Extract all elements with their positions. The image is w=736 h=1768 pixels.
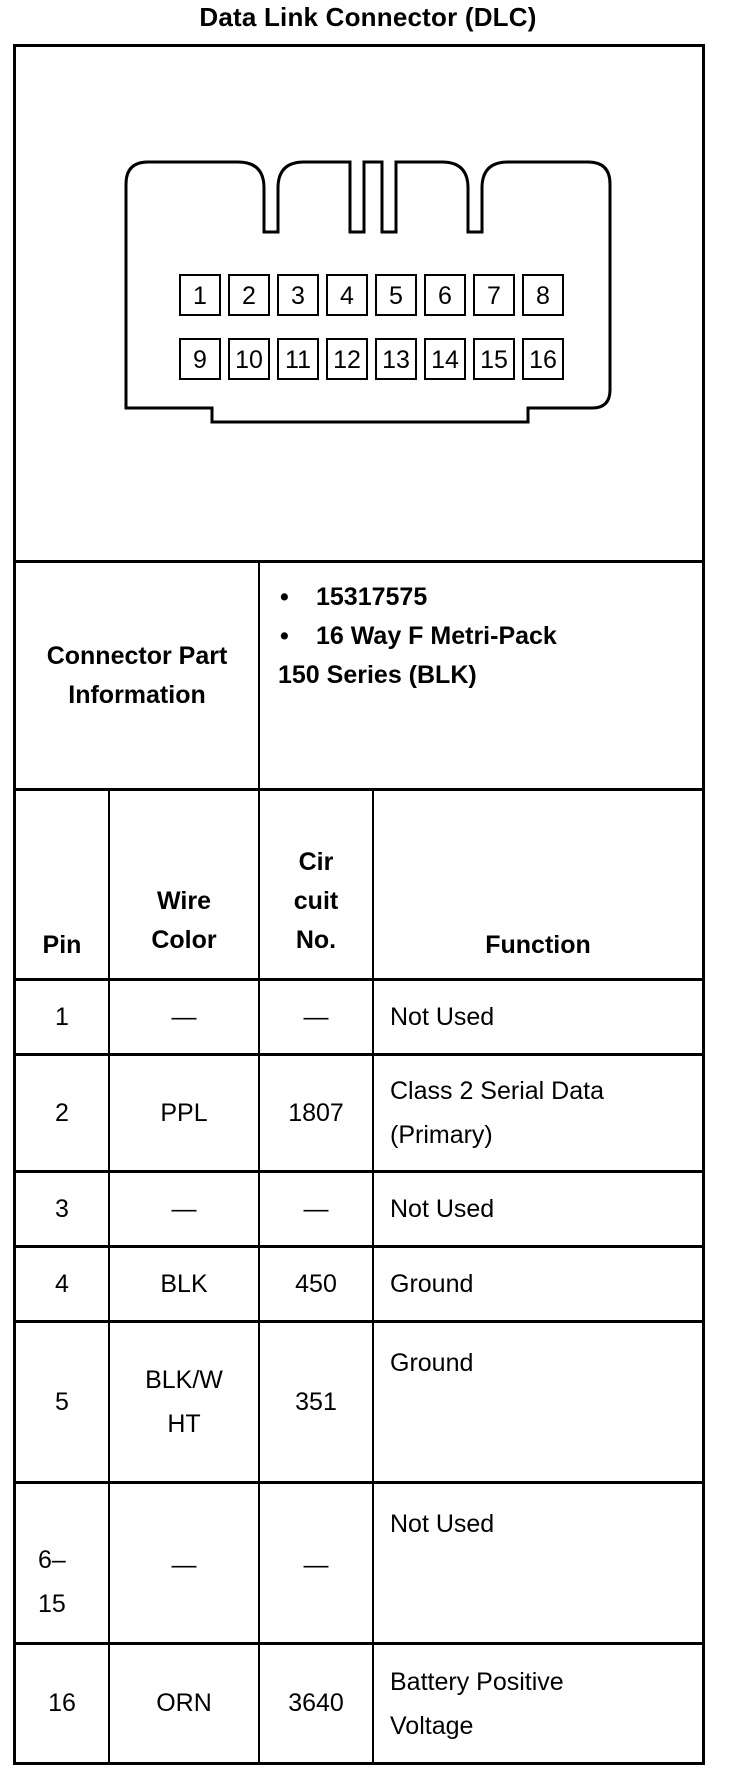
wire-color-cell: BLK/W HT xyxy=(145,1366,223,1438)
pin-number: 12 xyxy=(333,346,361,374)
wire-color-cell: PPL xyxy=(160,1098,208,1127)
connector-diagram xyxy=(0,0,736,560)
circuit-cell: — xyxy=(303,1550,329,1579)
pin-number: 4 xyxy=(340,282,354,310)
pin-number: 7 xyxy=(487,282,501,310)
page-title: Data Link Connector (DLC) xyxy=(199,2,537,32)
circuit-cell: 1807 xyxy=(288,1098,344,1127)
function-cell: Not Used xyxy=(390,1509,495,1538)
function-cell: Ground xyxy=(390,1269,474,1298)
pin-cell: 4 xyxy=(55,1269,69,1298)
circuit-cell: — xyxy=(303,1002,329,1031)
part-info-label xyxy=(16,563,258,788)
pin-number: 9 xyxy=(193,346,207,374)
divider-line xyxy=(13,1481,705,1484)
pin-cell: 16 xyxy=(48,1689,76,1717)
pin-row-bottom xyxy=(180,339,563,379)
header-pin: Pin xyxy=(42,931,82,959)
pin-number: 13 xyxy=(382,346,410,374)
pin-cell: 1 xyxy=(55,1002,69,1031)
pin-number: 1 xyxy=(193,282,207,310)
pin-number: 15 xyxy=(480,346,508,374)
pin-number: 8 xyxy=(536,282,550,310)
circuit-cell: 450 xyxy=(295,1269,337,1298)
bullet-marker: • xyxy=(280,622,289,650)
part-info-label-line2: Information xyxy=(68,680,206,709)
divider-line xyxy=(13,1762,705,1765)
circuit-cell: 351 xyxy=(295,1387,337,1416)
header-circuit-no: Cir cuit No. xyxy=(293,848,339,954)
function-cell: Not Used xyxy=(390,1194,495,1223)
header-wire-color: Wire Color xyxy=(151,887,217,954)
header-function: Function xyxy=(485,931,591,959)
wire-color-cell: — xyxy=(171,1194,197,1223)
wire-color-cell: ORN xyxy=(156,1689,212,1717)
pin-number: 6 xyxy=(438,282,452,310)
pin-number: 10 xyxy=(235,346,263,374)
connector-type: 16 Way F Metri-Pack xyxy=(316,622,557,650)
pin-cell: 5 xyxy=(55,1387,69,1416)
pin-cell: 3 xyxy=(55,1194,69,1223)
circuit-cell: — xyxy=(303,1194,329,1223)
bullet-marker: • xyxy=(280,583,289,611)
pin-number: 16 xyxy=(529,346,557,374)
pin-row-top xyxy=(180,275,563,315)
function-cell: Ground xyxy=(390,1348,474,1377)
pin-number: 2 xyxy=(242,282,256,310)
pin-cell: 2 xyxy=(55,1098,69,1127)
wire-color-cell: BLK xyxy=(160,1269,208,1298)
part-number: 15317575 xyxy=(316,583,428,611)
circuit-cell: 3640 xyxy=(288,1689,344,1717)
pin-cell: 6– 15 xyxy=(38,1546,66,1618)
pin-number: 5 xyxy=(389,282,403,310)
pin-number: 11 xyxy=(285,346,311,374)
pin-number: 3 xyxy=(291,282,305,310)
function-cell: Battery Positive Voltage xyxy=(390,1667,564,1740)
connector-series: 150 Series (BLK) xyxy=(278,661,477,689)
wire-color-cell: — xyxy=(171,1550,197,1579)
wire-color-cell: — xyxy=(171,1002,197,1031)
function-cell: Class 2 Serial Data (Primary) xyxy=(390,1077,604,1149)
part-info-label-line1: Connector Part xyxy=(46,641,228,670)
pin-number: 14 xyxy=(431,346,459,374)
function-cell: Not Used xyxy=(390,1002,495,1031)
